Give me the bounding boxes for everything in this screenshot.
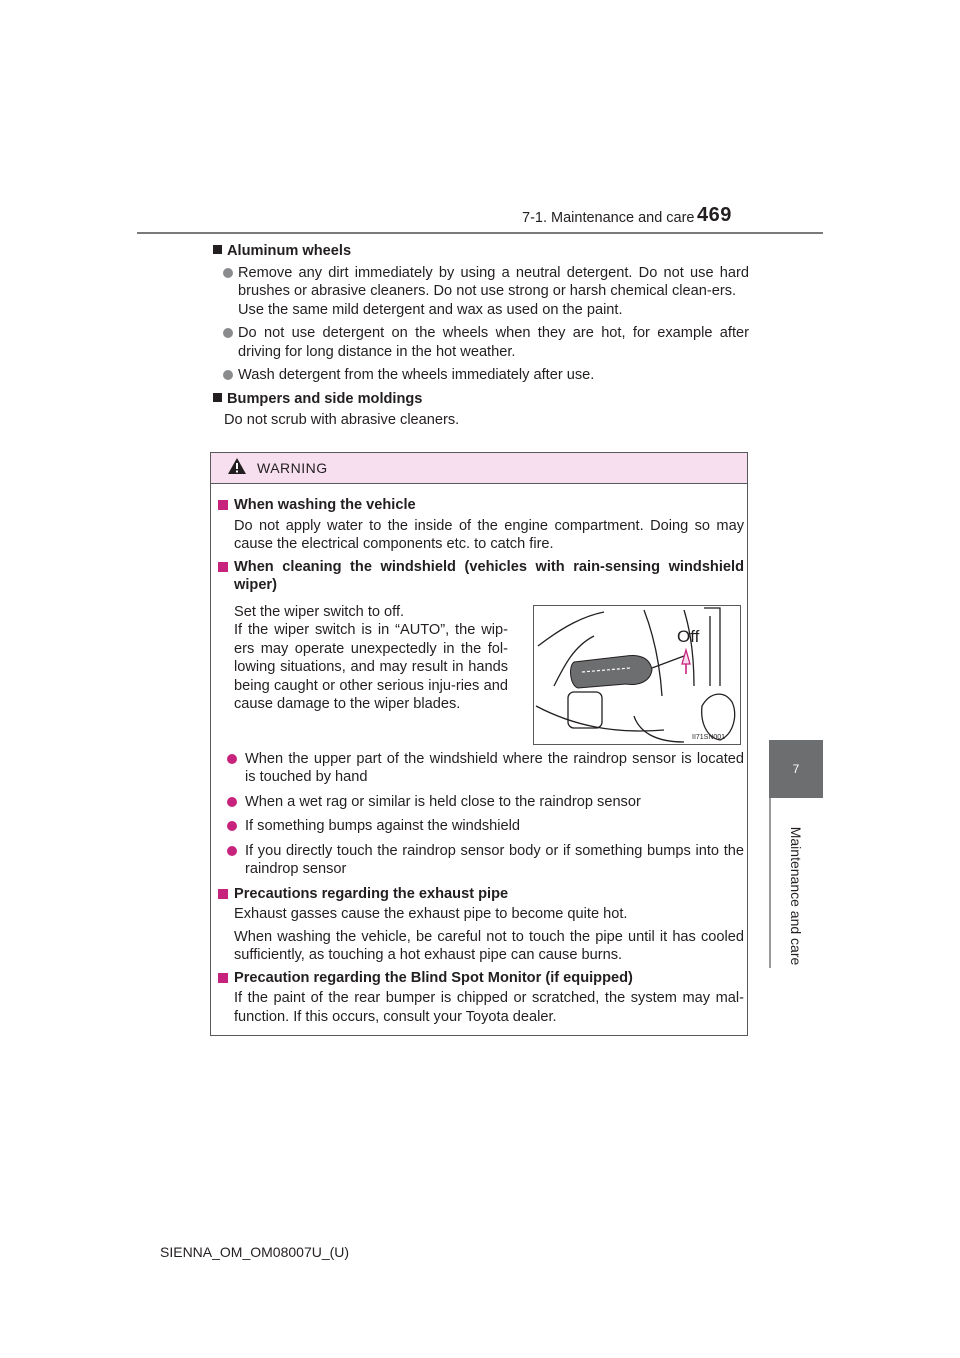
aluminum-wheels-heading: Aluminum wheels (213, 242, 749, 261)
exhaust-text-2: When washing the vehicle, be careful not to touch the pipe until it has cooled sufficiently, as touching a hot exhaust pipe can cause burns. (234, 928, 744, 963)
figure-code: II71SN001 (692, 733, 726, 741)
square-bullet-icon (218, 973, 228, 983)
square-bullet-icon (218, 889, 228, 899)
bullet-dot-icon (227, 754, 237, 764)
square-bullet-icon (218, 500, 228, 510)
document-id: SIENNA_OM_OM08007U_(U) (160, 1244, 350, 1260)
windshield-heading: When cleaning the windshield (vehicles with rain-sensing windshield wiper) (218, 558, 744, 595)
bsm-heading: Precaution regarding the Blind Spot Monitor (if equipped) (218, 969, 744, 988)
bullet-dot-icon (223, 370, 233, 380)
exhaust-text-1: Exhaust gasses cause the exhaust pipe to become quite hot. (234, 906, 628, 922)
square-bullet-icon (213, 393, 222, 402)
section-title: 7-1. Maintenance and care (522, 210, 695, 226)
warning-body (218, 493, 744, 1030)
bumpers-heading: Bumpers and side moldings (213, 390, 749, 409)
list-item: When a wet rag or similar is held close to the raindrop sensor (218, 793, 744, 812)
bullet-dot-icon (227, 821, 237, 831)
list-item: Wash detergent from the wheels immediately after use. (213, 366, 749, 385)
figure-off-label: Off (677, 626, 700, 646)
bullet-dot-icon (227, 846, 237, 856)
side-divider (769, 798, 771, 968)
chapter-label: Maintenance and care (788, 826, 804, 966)
washing-heading: When washing the vehicle (218, 496, 744, 515)
wiper-instruction-row (218, 595, 744, 745)
list-item: Remove any dirt immediately by using a neutral detergent. Do not use hard brushes or abrasive cleaners. Do not use strong or harsh chemical clean-ers. Use the same mild detergent and wax as used on the paint. (213, 264, 749, 320)
warning-triangle-icon (227, 457, 247, 480)
chapter-tab: 7 (769, 740, 823, 798)
header-divider (137, 232, 823, 234)
wiper-instruction-text: Set the wiper switch to off. If the wiper switch is in “AUTO”, the wip-ers may operate unexpectedly in the fol-lowing situations, and may result in hands being caught or other serious inju-ries and cause damage to the wiper blades. (234, 603, 508, 712)
main-content (213, 240, 749, 430)
square-bullet-icon (218, 562, 228, 572)
list-item: If you directly touch the raindrop sensor body or if something bumps into the raindrop sensor (218, 842, 744, 879)
page-number: 469 (697, 204, 732, 226)
square-bullet-icon (213, 245, 222, 254)
bullet-dot-icon (227, 797, 237, 807)
wiper-switch-illustration (533, 605, 741, 745)
bsm-text: If the paint of the rear bumper is chipped or scratched, the system may mal-function. If this occurs, consult your Toyota dealer. (234, 990, 744, 1025)
list-item: Do not use detergent on the wheels when they are hot, for example after driving for long distance in the hot weather. (213, 324, 749, 361)
bullet-dot-icon (223, 328, 233, 338)
exhaust-heading: Precautions regarding the exhaust pipe (218, 885, 744, 904)
warning-box (210, 452, 748, 1036)
bullet-dot-icon (223, 268, 233, 278)
list-item: If something bumps against the windshield (218, 817, 744, 836)
washing-text: Do not apply water to the inside of the engine compartment. Doing so may cause the electrical components etc. to catch fire. (234, 517, 744, 552)
warning-header (211, 453, 747, 484)
bumpers-text: Do not scrub with abrasive cleaners. (224, 412, 460, 428)
list-item: When the upper part of the windshield where the raindrop sensor is located is touched by hand (218, 750, 744, 787)
warning-title: WARNING (257, 460, 328, 476)
